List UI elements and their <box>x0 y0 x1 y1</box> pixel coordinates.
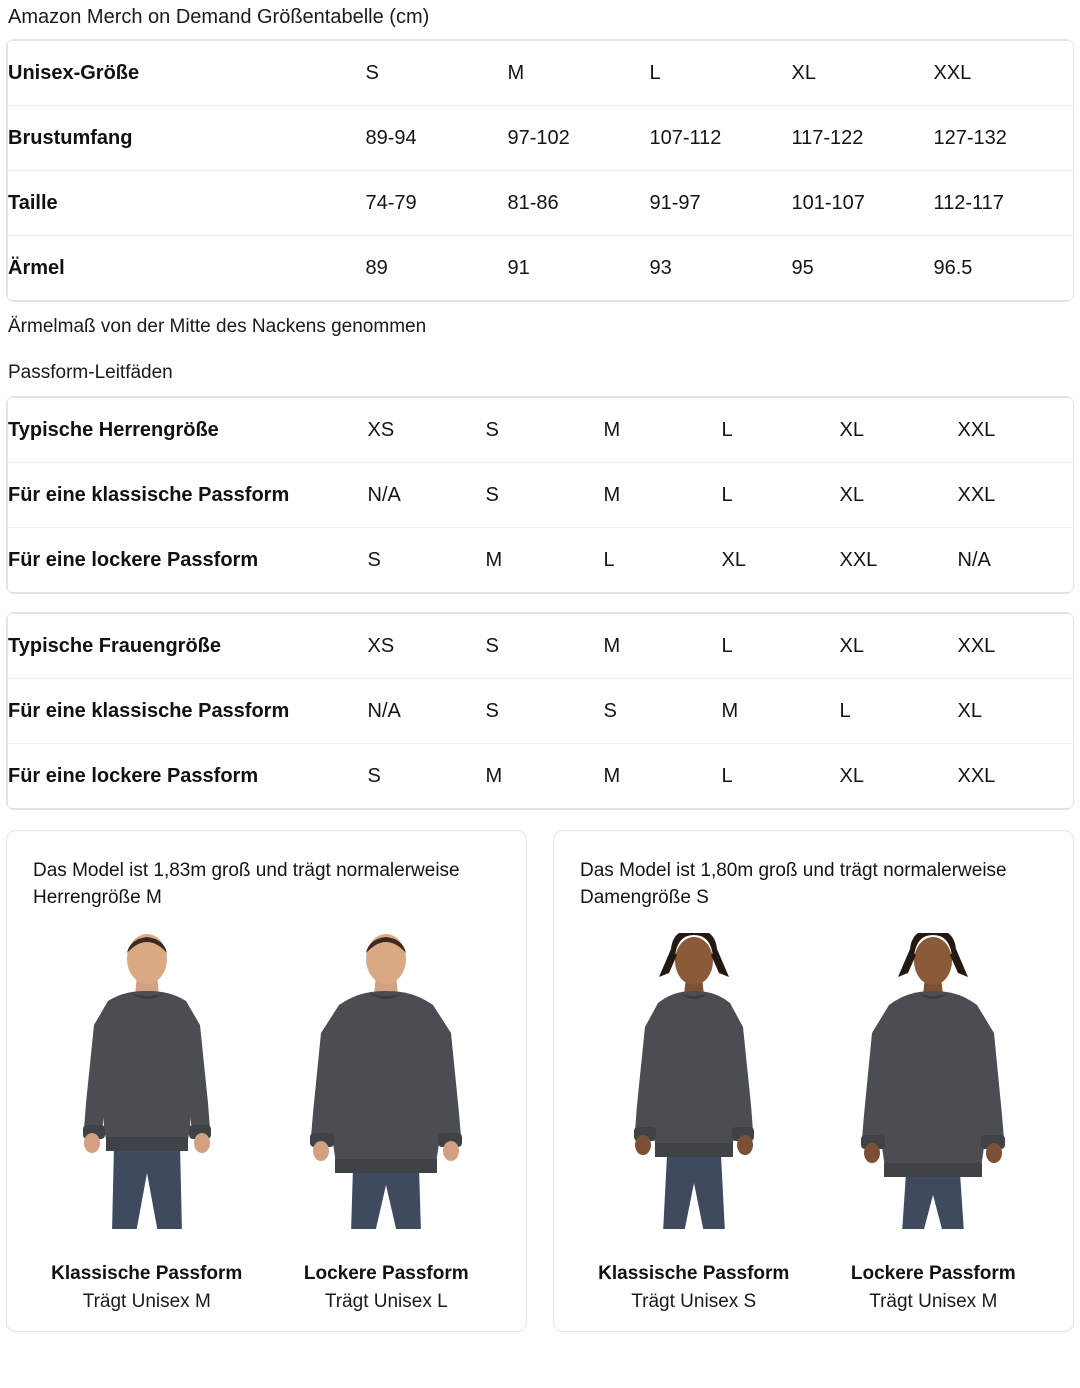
model-figure-classic-men <box>31 933 263 1253</box>
sleeve-measurement-note: Ärmelmaß von der Mitte des Nackens genommen <box>8 316 427 337</box>
model-card-men <box>6 830 527 1332</box>
cell: 93 <box>649 256 672 279</box>
man-classic-fit-illustration <box>42 933 252 1253</box>
size-header-cell: S <box>366 41 508 106</box>
cell: M <box>604 398 722 463</box>
figure-label-loose-women <box>817 1263 1049 1313</box>
fit-title: Klassische Passform <box>598 1263 790 1284</box>
cell: N/A <box>368 679 486 744</box>
cell: S <box>367 548 381 571</box>
cell: 91-97 <box>650 171 792 236</box>
women-fit-table <box>6 612 1074 810</box>
cell: L <box>722 614 840 679</box>
row-label: Für eine klassische Passform <box>8 463 368 528</box>
cell: XL <box>840 614 958 679</box>
cell: L <box>721 764 733 787</box>
cell: XS <box>368 398 486 463</box>
cell: S <box>486 614 604 679</box>
size-header-cell: XXL <box>934 41 1075 106</box>
page-title: Amazon Merch on Demand Größentabelle (cm) <box>8 6 430 28</box>
row-label: Unisex-Größe <box>8 41 366 106</box>
cell: 95 <box>791 256 814 279</box>
table-row <box>8 106 1075 171</box>
size-header-cell: M <box>508 41 650 106</box>
cell: M <box>603 764 621 787</box>
woman-loose-fit-illustration <box>828 933 1038 1253</box>
model-cards <box>6 830 1074 1332</box>
cell: S <box>367 764 381 787</box>
size-header-cell: XL <box>792 41 934 106</box>
model-card-caption: Das Model ist 1,80m groß und trägt normalerweise Damengröße S <box>580 860 1007 908</box>
cell: 74-79 <box>366 171 508 236</box>
table-row <box>8 463 1075 528</box>
table-row <box>8 171 1075 236</box>
table-row <box>8 41 1075 106</box>
row-label: Typische Herrengröße <box>8 398 368 463</box>
cell: 89 <box>365 256 388 279</box>
model-card-women <box>553 830 1074 1332</box>
cell: XXL <box>958 463 1075 528</box>
size-header-cell: L <box>650 41 792 106</box>
cell: S <box>486 679 604 744</box>
row-label: Typische Frauengröße <box>8 614 368 679</box>
row-label: Taille <box>8 171 366 236</box>
fit-subtitle: Trägt Unisex M <box>869 1291 998 1312</box>
table-row <box>8 398 1075 463</box>
cell: L <box>722 398 840 463</box>
cell: S <box>486 463 604 528</box>
figure-label-classic-men <box>31 1263 263 1313</box>
man-loose-fit-illustration <box>281 933 491 1253</box>
cell: S <box>604 679 722 744</box>
table-row <box>8 236 1075 301</box>
cell: M <box>604 463 722 528</box>
cell: 112-117 <box>934 171 1075 236</box>
row-label: Ärmel <box>8 256 65 279</box>
cell: 107-112 <box>650 106 792 171</box>
cell: M <box>485 764 503 787</box>
cell: 96.5 <box>933 256 973 279</box>
table-row <box>8 679 1075 744</box>
cell: XL <box>721 548 746 571</box>
cell: 91 <box>507 256 530 279</box>
cell: XL <box>839 764 864 787</box>
fit-subtitle: Trägt Unisex L <box>324 1291 448 1312</box>
cell: XS <box>368 614 486 679</box>
fit-subtitle: Trägt Unisex M <box>82 1291 211 1312</box>
fit-guides-label: Passform-Leitfäden <box>8 362 173 383</box>
figure-labels <box>27 1263 506 1313</box>
cell: 97-102 <box>508 106 650 171</box>
cell: N/A <box>957 548 991 571</box>
table-row <box>8 528 1075 593</box>
woman-classic-fit-illustration <box>589 933 799 1253</box>
cell: S <box>486 398 604 463</box>
figure-label-loose-men <box>270 1263 502 1313</box>
cell: XXL <box>957 764 996 787</box>
row-label: Für eine klassische Passform <box>8 679 368 744</box>
cell: 127-132 <box>934 106 1075 171</box>
cell: XL <box>958 679 1075 744</box>
cell: XXL <box>958 398 1075 463</box>
model-card-caption: Das Model ist 1,83m groß und trägt normalerweise Herrengröße M <box>33 860 460 908</box>
men-fit-table <box>6 396 1074 594</box>
cell: XXL <box>958 614 1075 679</box>
row-label: Brustumfang <box>8 106 366 171</box>
cell: 117-122 <box>792 106 934 171</box>
cell: L <box>722 463 840 528</box>
cell: 81-86 <box>508 171 650 236</box>
model-figure-classic-women <box>578 933 810 1253</box>
figure-labels <box>574 1263 1053 1313</box>
table-row <box>8 744 1075 809</box>
row-label: Für eine lockere Passform <box>8 764 259 787</box>
cell: N/A <box>368 463 486 528</box>
figure-row <box>574 923 1053 1253</box>
unisex-size-table <box>6 39 1074 302</box>
cell: M <box>722 679 840 744</box>
fit-title: Klassische Passform <box>51 1263 243 1284</box>
fit-title: Lockere Passform <box>850 1263 1016 1284</box>
cell: XL <box>840 398 958 463</box>
fit-title: Lockere Passform <box>303 1263 469 1284</box>
figure-row <box>27 923 506 1253</box>
model-figure-loose-men <box>270 933 502 1253</box>
cell: M <box>485 548 503 571</box>
cell: M <box>604 614 722 679</box>
cell: L <box>840 679 958 744</box>
model-figure-loose-women <box>817 933 1049 1253</box>
figure-label-classic-women <box>578 1263 810 1313</box>
row-label: Für eine lockere Passform <box>8 548 259 571</box>
cell: XXL <box>839 548 878 571</box>
cell: L <box>603 548 615 571</box>
fit-subtitle: Trägt Unisex S <box>631 1291 757 1312</box>
cell: 89-94 <box>366 106 508 171</box>
table-row <box>8 614 1075 679</box>
cell: 101-107 <box>792 171 934 236</box>
cell: XL <box>840 463 958 528</box>
